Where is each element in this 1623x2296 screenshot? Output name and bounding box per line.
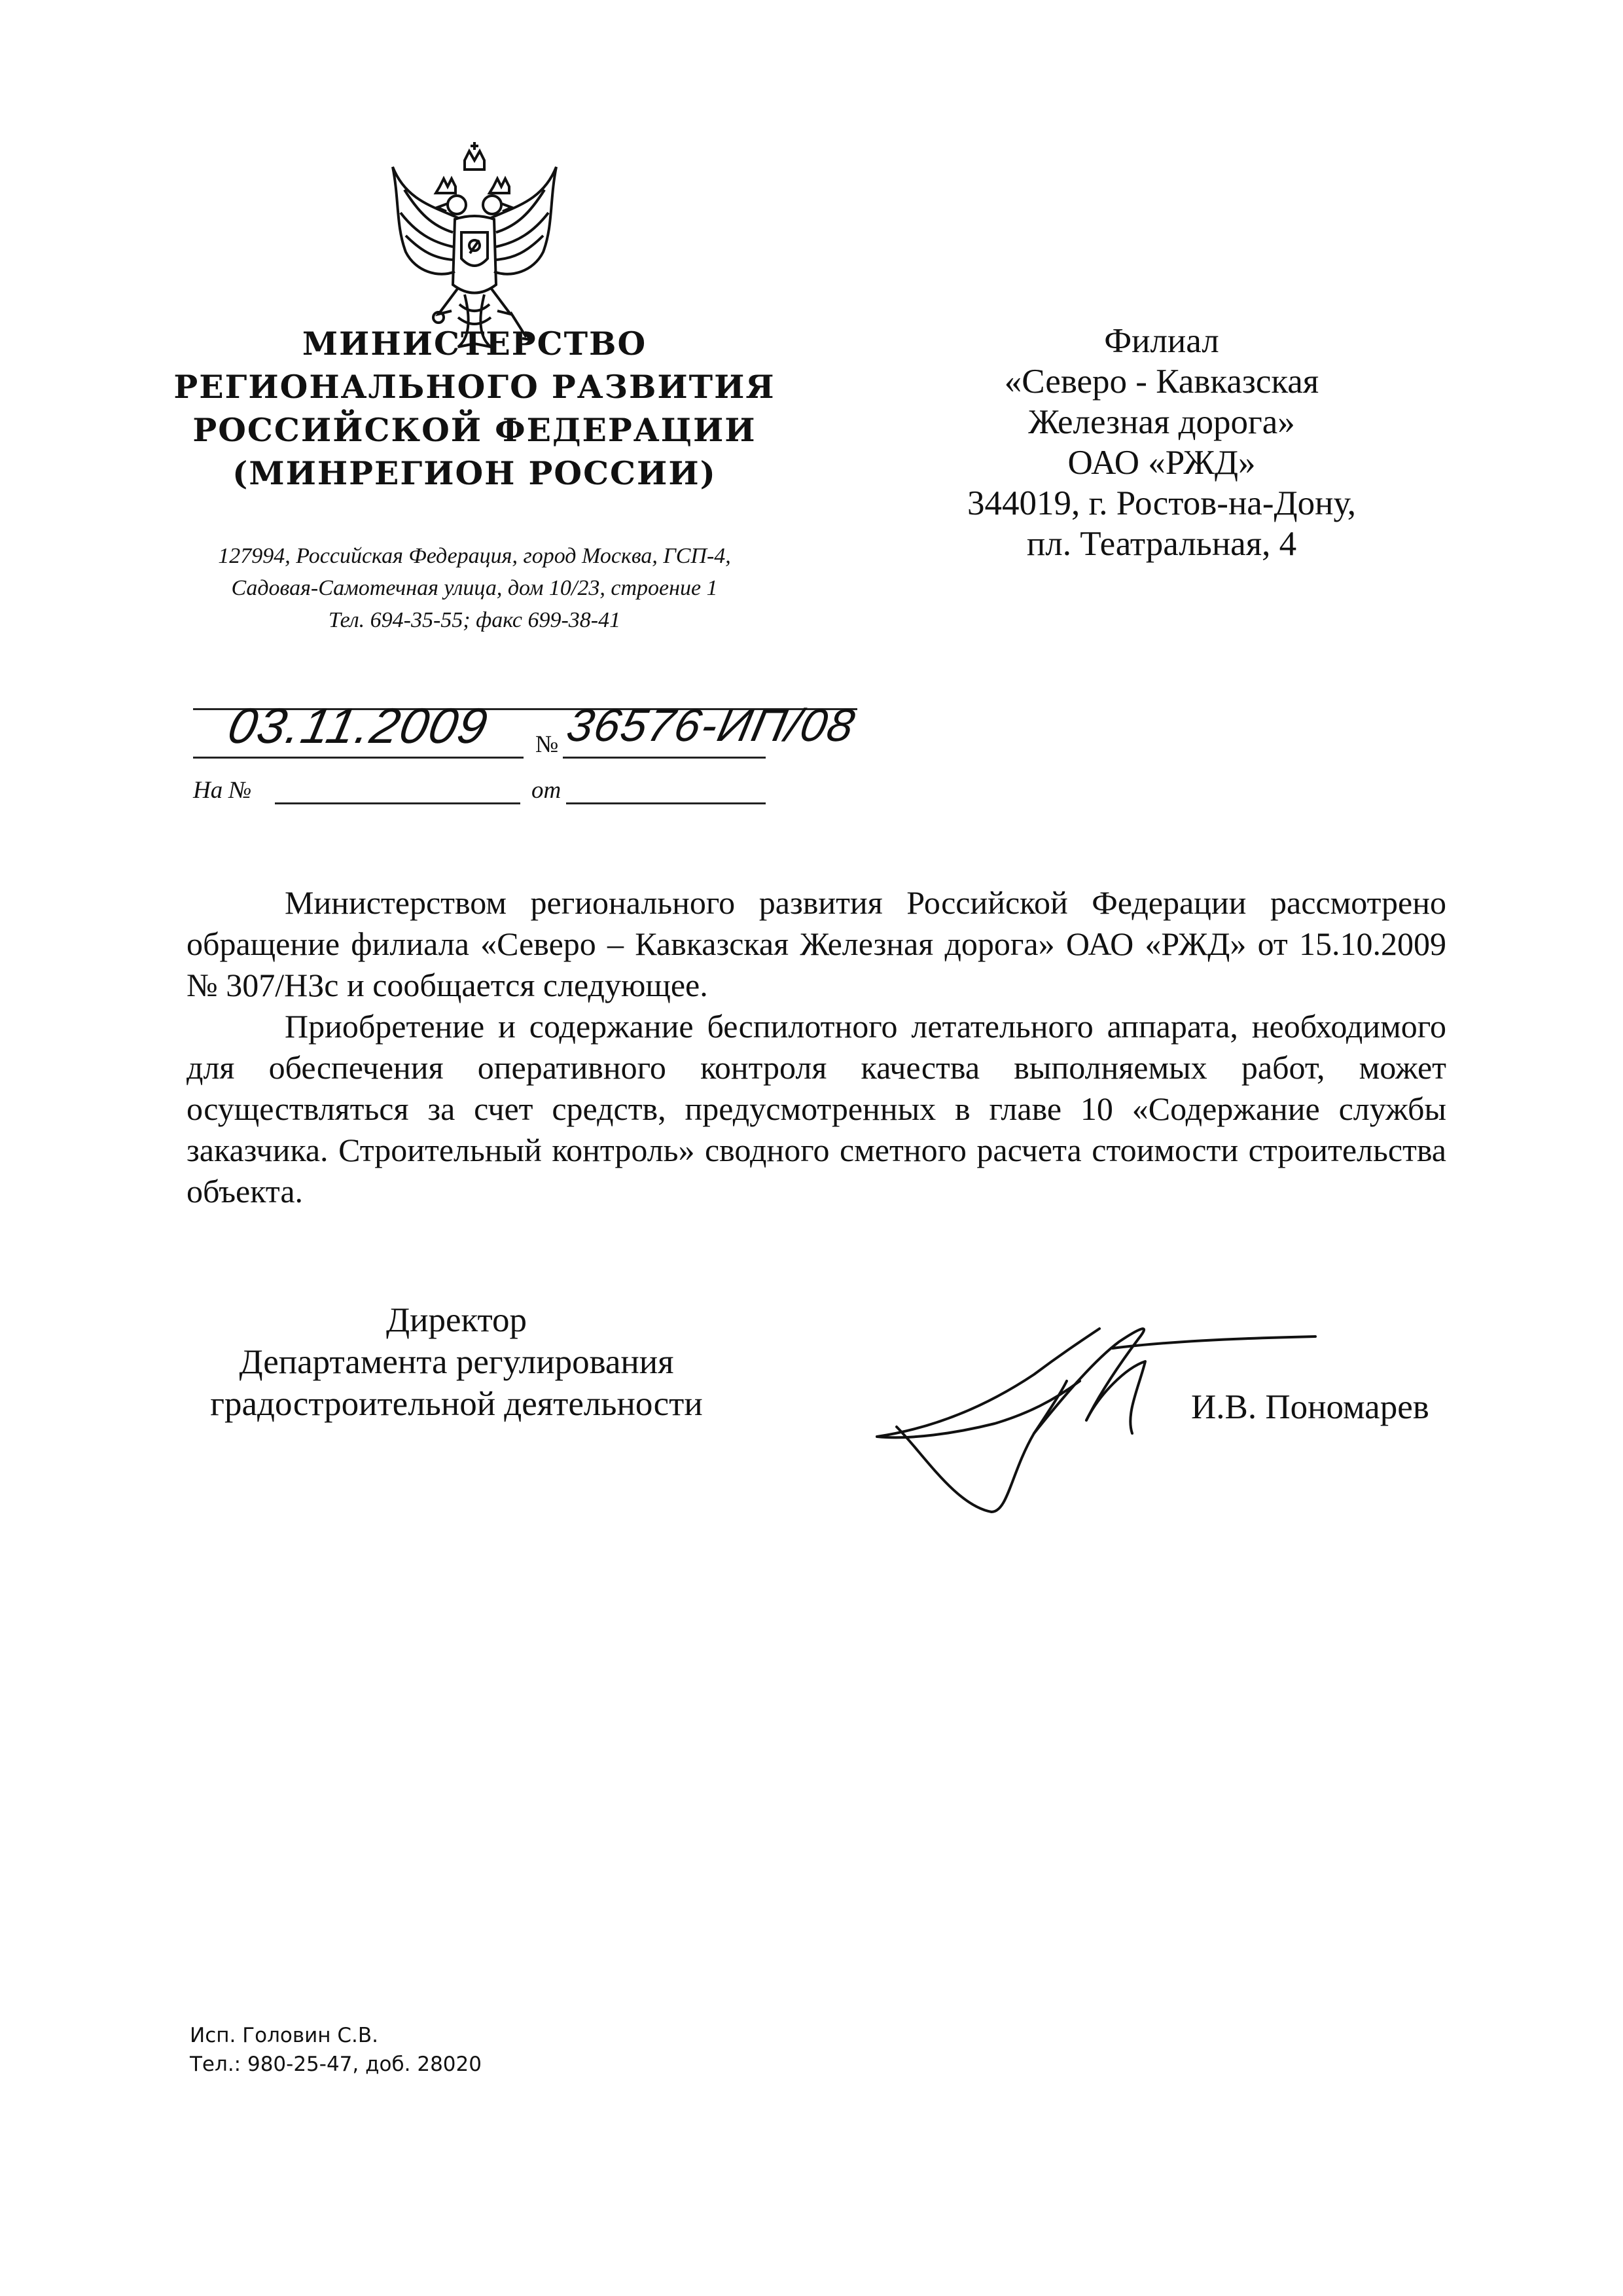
executor-footer <box>190 2021 482 2079</box>
reply-from-line <box>566 802 766 804</box>
ministry-line: РОССИЙСКОЙ ФЕДЕРАЦИИ <box>192 411 757 449</box>
signer-title-line: Департамента регулирования <box>239 1343 674 1381</box>
reply-number-line <box>275 802 520 804</box>
reply-from-label: от <box>531 777 562 804</box>
registration-date: 03.11.2009 <box>223 698 493 754</box>
ministry-line: РЕГИОНАЛЬНОГО РАЗВИТИЯ <box>173 368 776 406</box>
signer-name: И.В. Пономарев <box>1191 1388 1429 1426</box>
recipient-line: ОАО «РЖД» <box>1067 444 1256 482</box>
signer-title-line: Директор <box>385 1301 527 1339</box>
number-label: № <box>535 731 559 758</box>
signer-title <box>177 1299 736 1425</box>
date-underline <box>193 757 524 759</box>
recipient-block <box>883 321 1440 564</box>
address-line: Садовая-Самотечная улица, дом 10/23, строение 1 <box>231 576 718 600</box>
registration-number: 36576-ИП/08 <box>562 700 861 751</box>
reply-number-label: На № <box>193 777 252 804</box>
address-line: 127994, Российская Федерация, город Москва, ГСП-4, <box>218 544 731 568</box>
address-line: Тел. 694-35-55; факс 699-38-41 <box>328 608 621 632</box>
body-paragraph: Приобретение и содержание беспилотного летательного аппарата, необходимого для обеспечения оперативного контроля качества выполняемых работ, может осуществляться за счет средств, предусмотренных в главе 10 «Содержание службы заказчика. Строительный контроль» сводного сметного расчета стоимости строительства объекта. <box>187 1008 1446 1210</box>
recipient-line: Филиал <box>1104 322 1219 360</box>
recipient-line: 344019, г. Ростов-на-Дону, <box>967 484 1356 522</box>
recipient-line: пл. Театральная, 4 <box>1026 525 1297 563</box>
recipient-line: «Северо - Кавказская <box>1004 363 1319 401</box>
signer-title-line: градостроительной деятельности <box>210 1385 703 1423</box>
ministry-name <box>131 322 818 495</box>
executor-phone: Тел.: 980-25-47, доб. 28020 <box>190 2053 482 2076</box>
executor-name: Исп. Головин С.В. <box>190 2024 379 2047</box>
ministry-line: МИНИСТЕРСТВО <box>302 325 647 363</box>
recipient-line: Железная дорога» <box>1028 403 1295 441</box>
letter-body <box>187 882 1446 1212</box>
body-paragraph: Министерством регионального развития Российской Федерации рассмотрено обращение филиала «Северо – Кавказская Железная дорога» ОАО «РЖД» от 15.10.2009 № 307/НЗс и сообщается следующее. <box>187 884 1446 1003</box>
ministry-line: (МИНРЕГИОН РОССИИ) <box>232 454 717 492</box>
number-underline <box>563 757 766 759</box>
ministry-address <box>131 540 818 636</box>
